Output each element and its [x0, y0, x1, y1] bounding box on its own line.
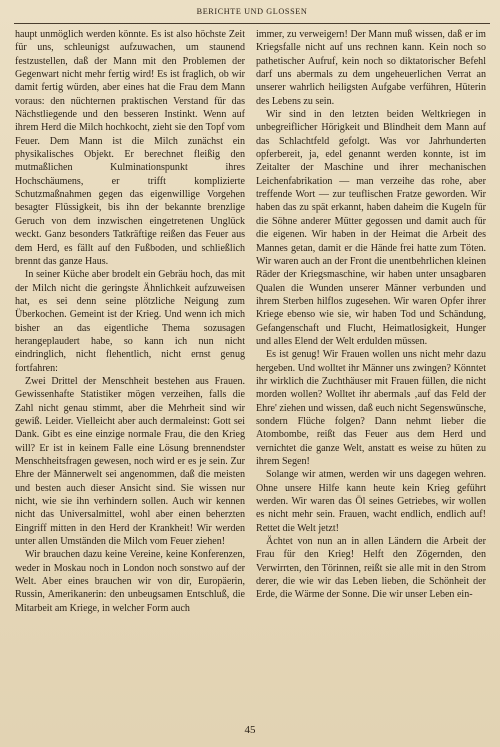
paragraph: Solange wir atmen, werden wir uns dagegen wehren. Ohne unsere Hilfe kann heute kein Krieg geführt werden. Wir waren das Öl seines Getriebes, wir wollen es nicht mehr sein. Frauen, wacht endlich, endlich auf! Rettet die Welt jetzt!: [256, 469, 486, 534]
paragraph: haupt unmöglich werden könnte. Es ist also höchste Zeit für uns, schleunigst aufzuwachen, um staunend festzustellen, daß der Mann mit den Problemen der Gegenwart nicht mehr fertig wird! Es ist fraglich, ob wir damit fertig würden, aber eines hat die Frau dem Mann voraus: den nüchternen praktischen Verstand für das Nächstliegende und den besseren Instinkt. Wenn auf ihrem Herd die Milch hochkocht, zieht sie den Topf vom Feuer. Dem Mann ist die Milch zunächst ein physikalisches Objekt. Er berechnet fleißig den mutmaßlichen Kulminationspunkt ihres Hochschäumens, er trifft komplizierte Schutzmaßnahmen gegen das eigenwillige Vorgehen besagter Flüssigkeit, bis ihn der bekannte brenzlige Geruch von dem inzwischen eingetretenen Unglück weckt. Ganz besonders Tatkräftige reißen das Feuer aus dem Herd, es fällt auf den Fußboden, und schließlich brennt das ganze Haus.: [15, 29, 245, 267]
paragraph: Es ist genug! Wir Frauen wollen uns nicht mehr dazu hergeben. Und wolltet ihr Männer uns zwingen? Könntet ihr wirklich die Zuchthäuser mit Frauen füllen, die nicht morden wollen? Wolltet ihr abermals ‚auf das Feld der Ehre' ziehen und wissen, daß euch nicht Segenswünsche, sondern Flüche folgen? Dann nehmt lieber die Atombombe, reißt das Feuer aus dem Herd und vernichtet die ganze Welt, anstatt es weise zu hüten zu ihrem Segen!: [256, 349, 486, 467]
paragraph: Wir brauchen dazu keine Vereine, keine Konferenzen, weder in Moskau noch in London noch sonstwo auf der Welt. Aber eines brauchen wir von dir, Europäerin, Russin, Amerikanerin: den unbeugsamen Entschluß, die Mitarbeit am Kriege, in welcher Form auch: [15, 549, 245, 614]
paragraph: Ächtet von nun an in allen Ländern die Arbeit der Frau für den Krieg! Helft den Zögernden, den Verwirrten, den Törinnen, reißt sie alle mit in den Strom derer, die wie wir das Leben lieben, die Schönheit der Erde, die Wärme der Sonne. Die wir unser Leben ein-: [256, 536, 486, 601]
paragraph: In seiner Küche aber brodelt ein Gebräu hoch, das mit der Milch nicht die geringste Ähnlichkeit aufzuweisen hat, es sei denn seine plötzliche Neigung zum Überkochen. Gemeint ist der Krieg. Und wenn ich mich bisher an das eigentliche Thema sozusagen herangeplaudert habe, so kann ich nun nicht eindringlich, nicht flehentlich, nicht ernst genug fortfahren:: [15, 269, 245, 374]
paragraph: Wir sind in den letzten beiden Weltkriegen in unbegreiflicher Hörigkeit und Blindheit dem Mann auf das Schlachtfeld gefolgt. Was vor Jahrhunderten opferbereit, ja, edel genannt werden konnte, ist im Zeitalter der Maschine und ihrer mechanischen Leichenfabrikation — man verzeihe das rohe, aber treffende Wort — zur teuflischen Fratze geworden. Wir haben das zu spät erkannt, haben daheim die Kugeln für die Söhne anderer Mütter gegossen und damit auch für die eigenen. Wir haben in der Heimat die Arbeit des Mannes getan, damit er die Hände frei hatte zum Töten. Wir waren auch an der Front die unentbehrlichen kleinen Räder der Kriegsmaschine, wir haben unter unsagbaren Qualen die Wunden unserer Männer verbunden und ihrem Sterben hilflos zugesehen. Wir waren Opfer ihrer Kriege ebenso wie sie, wir haben Tod und Schändung, Gefangenschaft und Flucht, Heimatlosigkeit, Hunger und alles Elend der Welt erdulden müssen.: [256, 109, 486, 347]
right-column: [256, 28, 486, 602]
paragraph: immer, zu verweigern! Der Mann muß wissen, daß er im Kriegsfalle nicht auf uns rechnen kann. Kein noch so pathetischer Aufruf, kein noch so diktatorischer Befehl darf uns abermals zu dem ungeheuerlichen Verrat an unserer wahrlich heiligsten Aufgabe verführen, Hüterin des Lebens zu sein.: [256, 29, 486, 107]
running-header: BERICHTE UND GLOSSEN: [14, 7, 490, 24]
page-number: 45: [244, 724, 256, 736]
left-column: [15, 28, 245, 615]
paragraph: Zwei Drittel der Menschheit bestehen aus Frauen. Gewissenhafte Statistiker mögen verzeihen, falls die Zahl nicht genau stimmt, aber die Mehrheit sind wir gewiß. Leider. Vielleicht aber auch dermaleinst: Gott sei Dank. Gibt es eine einzige normale Frau, die den Krieg will? Er ist in keinem Falle eine Lösung brennendster Menschheitsfragen gewesen, noch wird er es je sein. Zur Ehre der Männerwelt sei angenommen, daß die meisten und besten auch dieser Ansicht sind. Sie wissen nur nicht, wie sie ihn verhindern sollen. Auch wir kennen nicht das Universalmittel, wohl aber einen beherzten Eingriff mitten in den Herd der Krankheit! Wir werden unter allen Umständen die Milch vom Feuer ziehen!: [15, 375, 245, 548]
